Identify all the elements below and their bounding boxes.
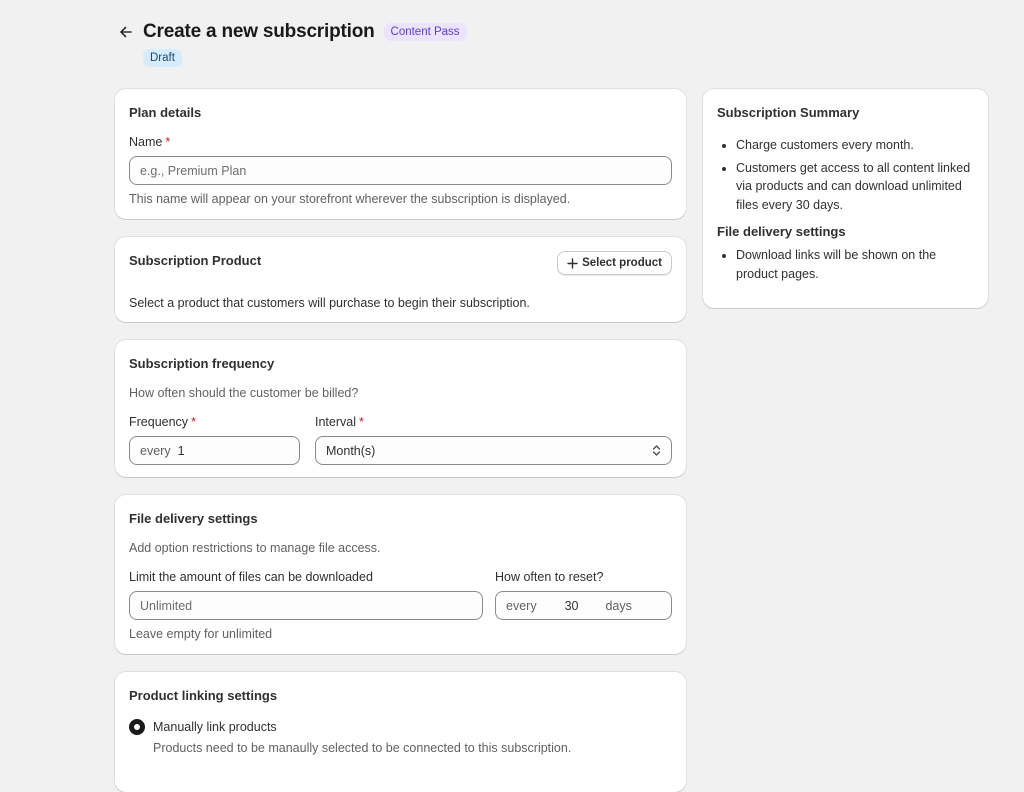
select-product-label: Select product <box>582 257 662 269</box>
select-chevrons-icon <box>652 444 661 457</box>
reset-value: 30 <box>564 598 579 613</box>
frequency-input[interactable] <box>129 436 300 465</box>
subscription-summary-card <box>703 89 988 308</box>
back-button[interactable] <box>116 22 136 42</box>
product-linking-title: Product linking settings <box>129 688 278 703</box>
plan-details-title: Plan details <box>129 105 202 120</box>
interval-label: Interval <box>315 415 356 429</box>
plan-details-card <box>115 89 686 219</box>
name-label: Name <box>129 135 163 149</box>
subscription-product-description: Select a product that customers will purchase to begin their subscription. <box>129 296 530 310</box>
content-pass-badge: Content Pass <box>384 23 467 41</box>
summary-item: • Charge customers every month. <box>736 136 974 155</box>
frequency-description: How often should the customer be billed? <box>129 386 359 400</box>
frequency-value: 1 <box>177 443 185 458</box>
page-title: Create a new subscription <box>143 21 375 42</box>
file-delivery-description: Add option restrictions to manage file access. <box>129 541 381 555</box>
plus-icon <box>567 258 578 269</box>
summary-title: Subscription Summary <box>717 105 860 120</box>
interval-value: Month(s) <box>326 443 376 458</box>
page-header <box>116 20 716 67</box>
summary-list <box>717 136 974 214</box>
interval-select[interactable] <box>315 436 672 465</box>
download-limit-input[interactable] <box>129 591 483 620</box>
file-delivery-title: File delivery settings <box>129 511 258 526</box>
manual-link-radio[interactable] <box>129 719 145 735</box>
reset-suffix: days <box>605 598 632 613</box>
required-mark: * <box>191 415 196 429</box>
product-linking-card <box>115 672 686 792</box>
select-product-button[interactable] <box>557 251 672 275</box>
summary-file-delivery-list <box>717 246 974 283</box>
frequency-label: Frequency <box>129 415 189 429</box>
subscription-product-title: Subscription Product <box>129 253 262 268</box>
manual-link-label: Manually link products <box>153 720 277 734</box>
arrow-left-icon <box>119 25 133 39</box>
limit-help-text: Leave empty for unlimited <box>129 627 273 641</box>
manual-link-description: Products need to be manaully selected to be connected to this subscription. <box>153 741 572 755</box>
reset-label: How often to reset? <box>495 570 604 584</box>
plan-name-input[interactable] <box>129 156 672 185</box>
required-mark: * <box>165 135 171 149</box>
reset-period-input[interactable] <box>495 591 672 620</box>
summary-item: • Download links will be shown on the product pages. <box>736 246 974 283</box>
required-mark: * <box>359 415 364 429</box>
limit-label: Limit the amount of files can be downloaded <box>129 570 373 584</box>
subscription-frequency-card <box>115 340 686 477</box>
status-badge: Draft <box>143 49 182 67</box>
subscription-product-card <box>115 237 686 322</box>
summary-item: • Customers get access to all content linked via products and can download unlimited files every 30 days. <box>736 159 974 215</box>
file-delivery-card <box>115 495 686 654</box>
frequency-prefix: every <box>140 443 171 458</box>
name-help-text: This name will appear on your storefront wherever the subscription is displayed. <box>129 192 571 206</box>
reset-prefix: every <box>506 598 537 613</box>
frequency-card-title: Subscription frequency <box>129 356 275 371</box>
summary-file-delivery-title: File delivery settings <box>717 224 846 239</box>
